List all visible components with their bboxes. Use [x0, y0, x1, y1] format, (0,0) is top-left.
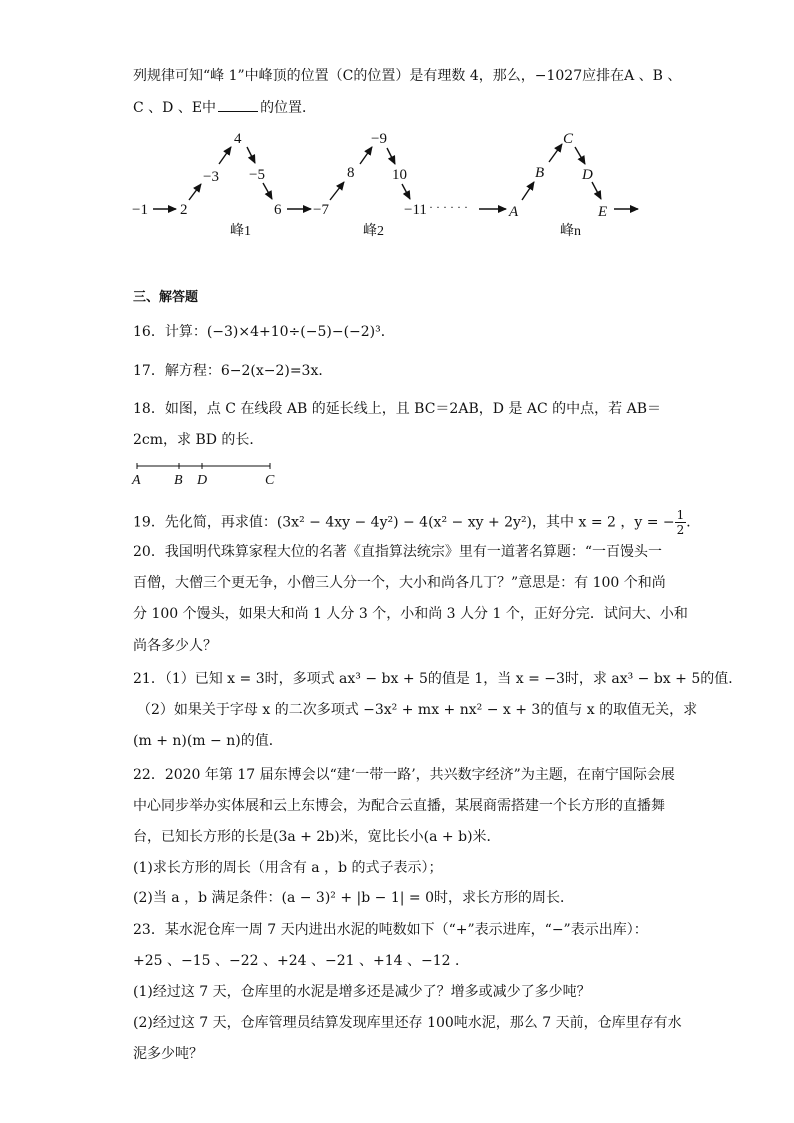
- num-neg3: −3: [203, 169, 219, 185]
- arrow: [247, 147, 255, 163]
- peak-2-label: 峰2: [363, 224, 384, 239]
- question-23-line-5: 泥多少吨？: [133, 1046, 203, 1062]
- question-23-line-1: 23．某水泥仓库一周 7 天内进出水泥的吨数如下（“+”表示进库，“−”表示出库）：: [133, 922, 648, 938]
- fraction-half: [675, 508, 687, 537]
- point-C: C: [265, 473, 275, 488]
- arrow: [575, 147, 585, 164]
- arrow: [330, 182, 344, 200]
- num-4: 4: [234, 131, 242, 147]
- section-heading: 三、解答题: [133, 290, 199, 305]
- question-16: 16．计算：(−3)×4+10÷(−5)−(−2)³．: [133, 324, 395, 340]
- question-18-line-2: 2cm，求 BD 的长．: [133, 432, 264, 448]
- question-23-line-4: (2)经过这 7 天，仓库管理员结算发现库里还存 100吨水泥，那么 7 天前，仓库里存有水: [133, 1015, 682, 1031]
- question-21-line-1: 21．（1）已知 x = 3时，多项式 ax³ − bx + 5的值是 1，当 x = −3时，求 ax³ − bx + 5的值．: [133, 671, 743, 687]
- num-2: 2: [180, 202, 188, 218]
- label-A: A: [509, 204, 519, 220]
- arrow: [219, 147, 231, 164]
- label-B: B: [535, 165, 545, 181]
- question-22-line-4: (1)求长方形的周长（用含有 a ，b 的式子表示）；: [133, 860, 443, 876]
- answer-blank: [218, 99, 258, 112]
- segment-figure: [125, 458, 425, 492]
- question-22-line-3: 台，已知长方形的长是(3a + 2b)米，宽比长小(a + b)米．: [133, 829, 501, 845]
- arrow: [592, 182, 601, 199]
- point-B: B: [174, 473, 183, 488]
- question-19-end: ．: [686, 514, 701, 531]
- peak-n-label: 峰n: [560, 224, 581, 239]
- peak-1-label: 峰1: [230, 224, 251, 239]
- intro-line-2-start: C 、D 、E中: [133, 100, 217, 116]
- peak-sequence-figure: [0, 122, 794, 252]
- question-21-line-2: （2）如果关于字母 x 的二次多项式 −3x² + mx + nx² − x + 3的值与 x 的取值无关，求: [137, 702, 698, 718]
- fraction-numerator: 1: [676, 508, 685, 522]
- num-neg11: −11: [404, 202, 427, 218]
- question-22-line-1: 22．2020 年第 17 届东博会以“建‘一带一路’，共兴数字经济”为主题，在南宁国际会展: [133, 767, 675, 783]
- question-18-line-1: 18．如图，点 C 在线段 AB 的延长线上，且 BC＝2AB，D 是 AC 的中点，若 AB＝: [133, 401, 661, 417]
- arrow: [387, 148, 395, 164]
- question-20-line-4: 尚各多少人？: [133, 638, 217, 654]
- question-22-line-2: 中心同步举办实体展和云上东博会，为配合云直播，某展商需搭建一个长方形的直播舞: [133, 798, 665, 814]
- num-neg9: −9: [371, 131, 387, 147]
- arrow: [549, 144, 562, 162]
- question-20-line-3: 分 100 个馒头，如果大和尚 1 人分 3 个，小和尚 3 人分 1 个，正好分完．试问大、小和: [133, 606, 688, 622]
- question-21-line-3: (m + n)(m − n)的值．: [133, 733, 283, 749]
- intro-line-1: 列规律可知“峰 1”中峰顶的位置（C的位置）是有理数 4，那么，−1027应排在A 、B 、: [133, 68, 682, 84]
- arrow: [263, 183, 272, 199]
- question-19: [133, 508, 700, 537]
- question-23-line-2: +25 、−15 、−22 、+24 、−21 、+14 、−12 ．: [133, 953, 469, 969]
- label-C: C: [563, 131, 574, 147]
- intro-line-2: [133, 98, 316, 118]
- ellipsis: · · · · · ·: [429, 200, 468, 214]
- num-neg1: −1: [132, 202, 148, 218]
- arrow: [522, 182, 534, 200]
- question-19-text: 19．先化简，再求值：(3x² − 4xy − 4y²) − 4(x² − xy + 2y²)，其中 x = 2 ，y = −: [133, 514, 675, 531]
- arrow: [402, 184, 410, 199]
- num-neg5: −5: [249, 167, 265, 183]
- fraction-denominator: 2: [676, 523, 685, 537]
- label-D: D: [582, 167, 593, 183]
- label-E: E: [598, 204, 608, 220]
- point-A: A: [132, 473, 141, 488]
- question-22-line-5: (2)当 a ，b 满足条件：(a − 3)² + |b − 1| = 0时，求长方形的周长．: [133, 890, 575, 906]
- question-23-line-3: (1)经过这 7 天，仓库里的水泥是增多还是减少了？增多或减少了多少吨？: [133, 984, 591, 1000]
- num-8: 8: [347, 165, 355, 181]
- arrow: [360, 147, 372, 164]
- arrow: [189, 184, 201, 200]
- point-D: D: [197, 473, 208, 488]
- question-20-line-1: 20．我国明代珠算家程大位的名著《直指算法统宗》里有一道著名算题：“一百馒头一: [133, 544, 662, 560]
- question-20-line-2: 百僧，大僧三个更无争，小僧三人分一个，大小和尚各几丁？”意思是：有 100 个和尚: [133, 575, 666, 591]
- intro-line-2-end: 的位置．: [260, 100, 317, 116]
- num-6: 6: [274, 202, 282, 218]
- question-17: 17．解方程：6−2(x−2)=3x．: [133, 363, 333, 379]
- num-neg7: −7: [313, 202, 329, 218]
- num-10: 10: [392, 167, 407, 183]
